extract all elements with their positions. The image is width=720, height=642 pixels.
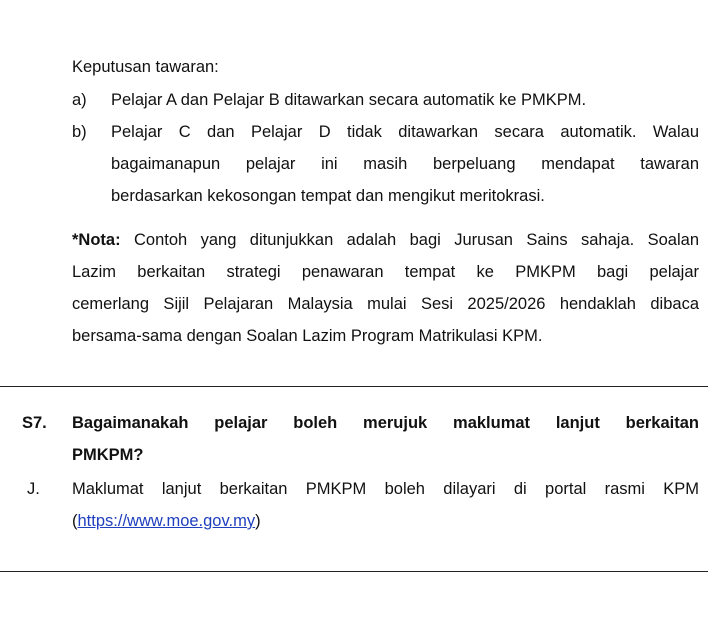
answer-label: J. (27, 480, 40, 498)
answer-line-1: Maklumat lanjut berkaitan PMKPM boleh dilayari di portal rasmi KPM (72, 480, 699, 498)
question-line-1: Bagaimanakah pelajar boleh merujuk maklumat lanjut berkaitan (72, 414, 699, 432)
item-b-letter: b) (72, 123, 87, 141)
item-a-text: Pelajar A dan Pelajar B ditawarkan secara automatik ke PMKPM. (111, 91, 587, 109)
item-a-letter: a) (72, 91, 87, 109)
item-b-line-2: bagaimanapun pelajar ini masih berpeluang mendapat tawaran (111, 155, 699, 173)
moe-portal-link[interactable]: https://www.moe.gov.my (77, 512, 256, 530)
note-line-1 (72, 231, 699, 250)
item-b-line-1: Pelajar C dan Pelajar D tidak ditawarkan secara automatik. Walau (111, 123, 699, 141)
answer-open-paren: ( (72, 512, 78, 530)
note-line-4: bersama-sama dengan Soalan Lazim Program Matrikulasi KPM. (72, 327, 543, 345)
section-divider-bottom (0, 571, 708, 572)
question-number: S7. (22, 414, 47, 432)
note-label: *Nota: (72, 231, 121, 249)
decision-heading: Keputusan tawaran: (72, 58, 219, 76)
note-line-1-text: Contoh yang ditunjukkan adalah bagi Jurusan Sains sahaja. Soalan (120, 231, 699, 249)
note-line-3: cemerlang Sijil Pelajaran Malaysia mulai Sesi 2025/2026 hendaklah dibaca (72, 295, 699, 313)
note-line-2: Lazim berkaitan strategi penawaran tempat ke PMKPM bagi pelajar (72, 263, 699, 281)
answer-line-2 (72, 512, 261, 531)
question-line-2: PMKPM? (72, 446, 144, 464)
item-b-line-3: berdasarkan kekosongan tempat dan mengikut meritokrasi. (111, 187, 545, 205)
answer-close-paren: ) (255, 512, 261, 530)
section-divider-top (0, 386, 708, 387)
